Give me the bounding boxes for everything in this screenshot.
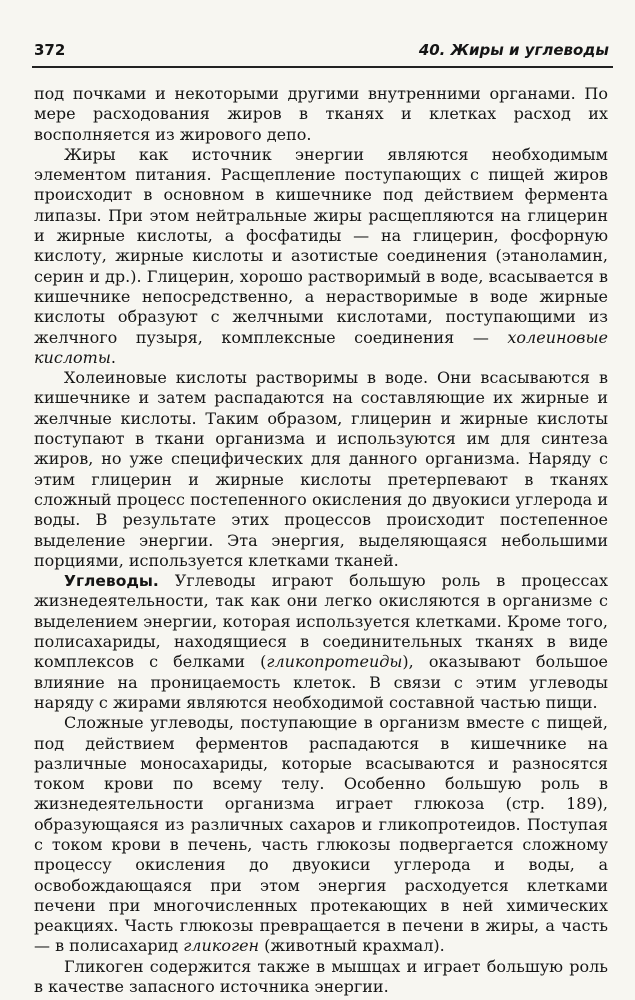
- body-text: [34, 84, 608, 997]
- paragraph-choleic-acids: Холеиновые кислоты растворимы в воде. Они всасываются в кишечнике и затем распадаются на составляющие их жирные и желчные кислоты. Таким образом, глицерин и жирные кислоты поступают в ткани организма и используются им для синтеза жиров, но уже специфических для данного организма. Наряду с этим глицерин и жирные кислоты претерпевают в тканях сложный процесс постепенного окисления до двуокиси углерода и воды. В результате этих процессов происходит постепенное выделение энергии. Эта энергия, выделяющаяся небольшими порциями, используется клетками тканей.: [34, 368, 608, 570]
- page-number: 372: [34, 41, 66, 59]
- paragraph-carbohydrates: Углеводы. Углеводы играют большую роль в процессах жизнедеятельности, так как они легко окисляются в организме с выделением энергии, которая используется клетками. Кроме того, полисахариды, находящиеся в соединительных тканях в виде комплексов с белками (гликопротеиды), оказывают большое влияние на проницаемость клеток. В связи с этим углеводы наряду с жирами являются необходимой составной частью пищи.: [34, 571, 608, 712]
- paragraph-glycogen: Гликоген содержится также в мышцах и играет большую роль в качестве запасного источника энергии.: [34, 956, 608, 997]
- section-heading-carbohydrates: Углеводы.: [64, 572, 159, 591]
- page-header: [32, 38, 613, 68]
- term-glycogen: гликоген: [183, 936, 260, 956]
- paragraph-continuation: под почками и некоторыми другими внутренними органами. По мере расходования жиров в тканях и клетках расход их восполняется из жирового депо.: [34, 84, 608, 144]
- term-choleic-acids: холеиновые кислоты: [34, 327, 608, 367]
- term-glycoproteins: гликопротеиды: [266, 652, 403, 672]
- paragraph-fats-energy: Жиры как источник энергии являются необходимым элементом питания. Расщепление поступающих с пищей жиров происходит в основном в кишечнике под действием фермента липазы. При этом нейтральные жиры расщепляются на глицерин и жирные кислоты, а фосфатиды — на глицерин, фосфорную кислоту, жирные кислоты и азотистые соединения (этаноламин, серин и др.). Глицерин, хорошо растворимый в воде, всасывается в кишечнике непосредственно, а нерастворимые в воде жирные кислоты образуют с желчными кислотами, поступающими из желчного пузыря, комплексные соединения — холеиновые кислоты.: [34, 144, 608, 367]
- paragraph-complex-carbohydrates: Сложные углеводы, поступающие в организм вместе с пищей, под действием ферментов распадаются в кишечнике на различные моносахариды, которые всасываются и разносятся током крови по всему телу. Особенно большую роль в жизнедеятельности организма играет глюкоза (стр. 189), образующаяся из различных сахаров и гликопротеидов. Поступая с током крови в печень, часть глюкозы подвергается сложному процессу окисления до двуокиси углерода и воды, а освобождающаяся при этом энергия расходуется клетками печени при многочисленных протекающих в ней химических реакциях. Часть глюкозы превращается в печени в жиры, а часть — в полисахарид гликоген (животный крахмал).: [34, 713, 608, 956]
- running-title: 40. Жиры и углеводы: [418, 41, 609, 59]
